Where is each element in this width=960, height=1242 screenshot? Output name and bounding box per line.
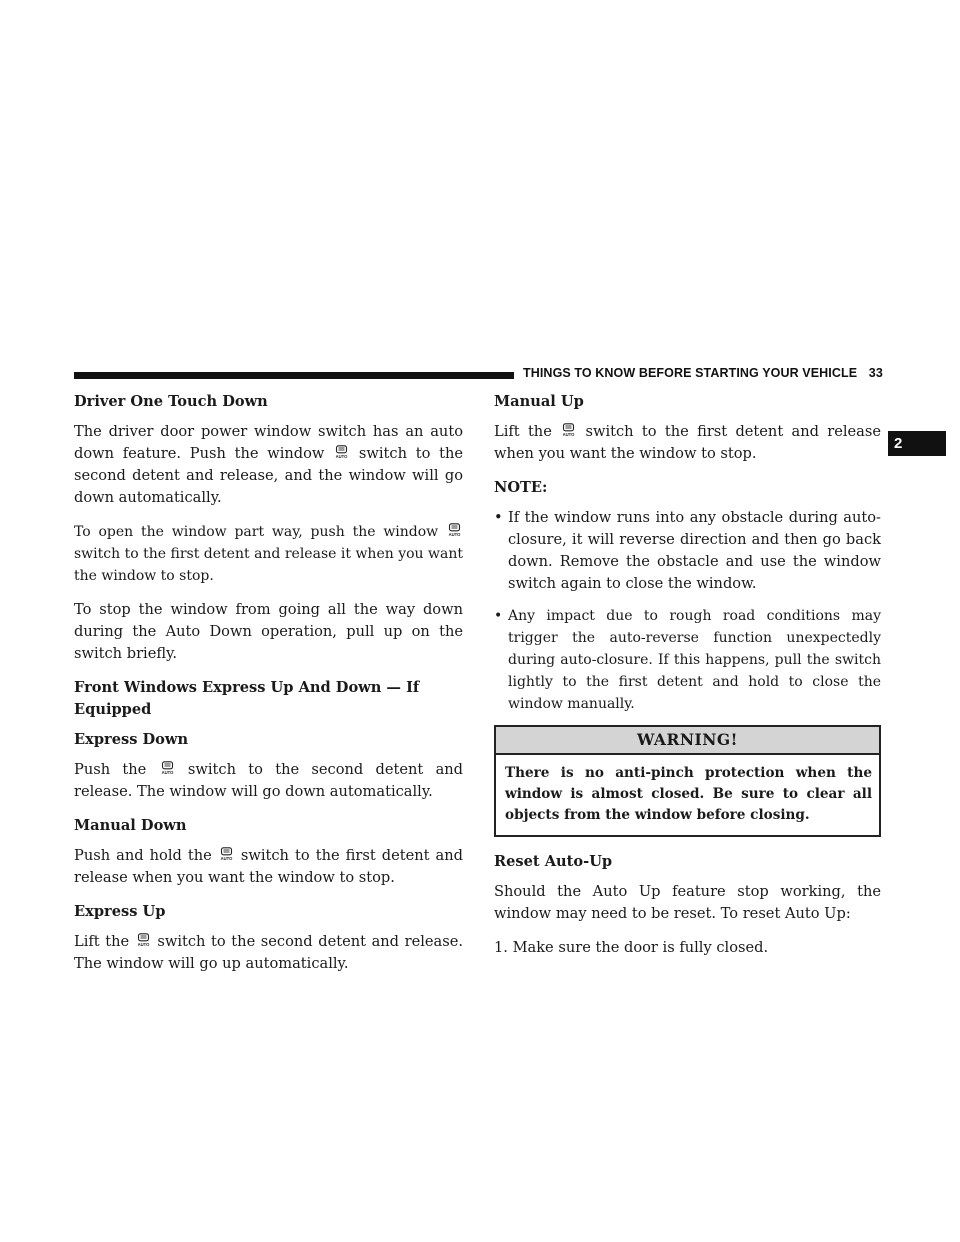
paragraph: [74, 521, 463, 587]
step-item: 1. Make sure the door is fully closed.: [494, 939, 769, 956]
text: Lift the: [494, 423, 552, 440]
svg-text:AUTO: AUTO: [562, 432, 575, 437]
heading-reset-auto-up: Reset Auto-Up: [494, 853, 613, 870]
paragraph: [74, 931, 463, 975]
svg-text:AUTO: AUTO: [220, 856, 233, 861]
paragraph: [74, 845, 463, 889]
heading-manual-up: Manual Up: [494, 393, 584, 410]
heading-front-windows-express: Front Windows Express Up And Down — If Equipped: [74, 679, 420, 718]
paragraph: [74, 421, 463, 509]
text: If the window runs into any obstacle during auto-closure, it will reverse direction and then go back down. Remove the obstacle and use the window switch again to close the window.: [508, 509, 881, 592]
page-number: 33: [868, 366, 883, 380]
bullet: •: [494, 509, 503, 526]
svg-text:AUTO: AUTO: [161, 770, 174, 775]
text: Lift the: [74, 933, 130, 950]
text: The driver door power window switch has an auto down feature. Push the window: [74, 423, 463, 462]
warning-title: WARNING!: [496, 727, 879, 755]
right-column: [494, 391, 881, 971]
svg-text:AUTO: AUTO: [448, 532, 461, 537]
running-title: THINGS TO KNOW BEFORE STARTING YOUR VEHICLE: [523, 366, 858, 380]
note-label: NOTE:: [494, 479, 548, 496]
text: Any impact due to rough road conditions may trigger the auto-reverse function unexpectedly during auto-closure. If this happens, pull the switch lightly to the first detent and hold to close the window manually.: [508, 608, 881, 712]
auto-window-switch-icon: [137, 933, 150, 947]
text: Push the: [74, 761, 147, 778]
text: Push and hold the: [74, 847, 212, 864]
auto-window-switch-icon: [448, 523, 461, 537]
heading-express-down: Express Down: [74, 731, 189, 748]
auto-window-switch-icon: [335, 445, 348, 459]
heading-express-up: Express Up: [74, 903, 166, 920]
paragraph: Should the Auto Up feature stop working, the window may need to be reset. To reset Auto Up:: [494, 883, 881, 922]
warning-text: There is no anti-pinch protection when the window is almost closed. Be sure to clear all objects from the window before closing.: [505, 765, 872, 823]
auto-window-switch-icon: [161, 761, 174, 775]
text: switch to the first detent and release when you want the window to stop.: [494, 423, 882, 462]
heading-manual-down: Manual Down: [74, 817, 187, 834]
chapter-tab: 2: [888, 431, 946, 456]
bullet: •: [494, 608, 503, 624]
heading-driver-one-touch-down: Driver One Touch Down: [74, 393, 268, 410]
list-item: [494, 605, 881, 715]
running-header: [523, 366, 883, 380]
left-column: [74, 391, 463, 987]
text: switch to the second detent and release, and the window will go down automatically.: [74, 445, 464, 506]
svg-text:AUTO: AUTO: [335, 454, 348, 459]
text: switch to the first detent and release when you want the window to stop.: [74, 847, 463, 886]
list-item: [494, 507, 881, 595]
header-rule: [74, 372, 514, 379]
auto-window-switch-icon: [220, 847, 233, 861]
text: switch to the first detent and release it when you want the window to stop.: [74, 546, 463, 584]
paragraph: [494, 421, 881, 465]
text: switch to the second detent and release. The window will go up automatically.: [74, 933, 464, 972]
paragraph: To stop the window from going all the way down during the Auto Down operation, pull up on the switch briefly.: [74, 601, 463, 662]
warning-box: [494, 725, 881, 837]
note-list: [494, 507, 881, 715]
svg-text:AUTO: AUTO: [137, 942, 150, 947]
text: switch to the second detent and release. The window will go down automatically.: [74, 761, 464, 800]
text: To open the window part way, push the window: [74, 524, 439, 540]
auto-window-switch-icon: [562, 423, 575, 437]
paragraph: [74, 759, 463, 803]
